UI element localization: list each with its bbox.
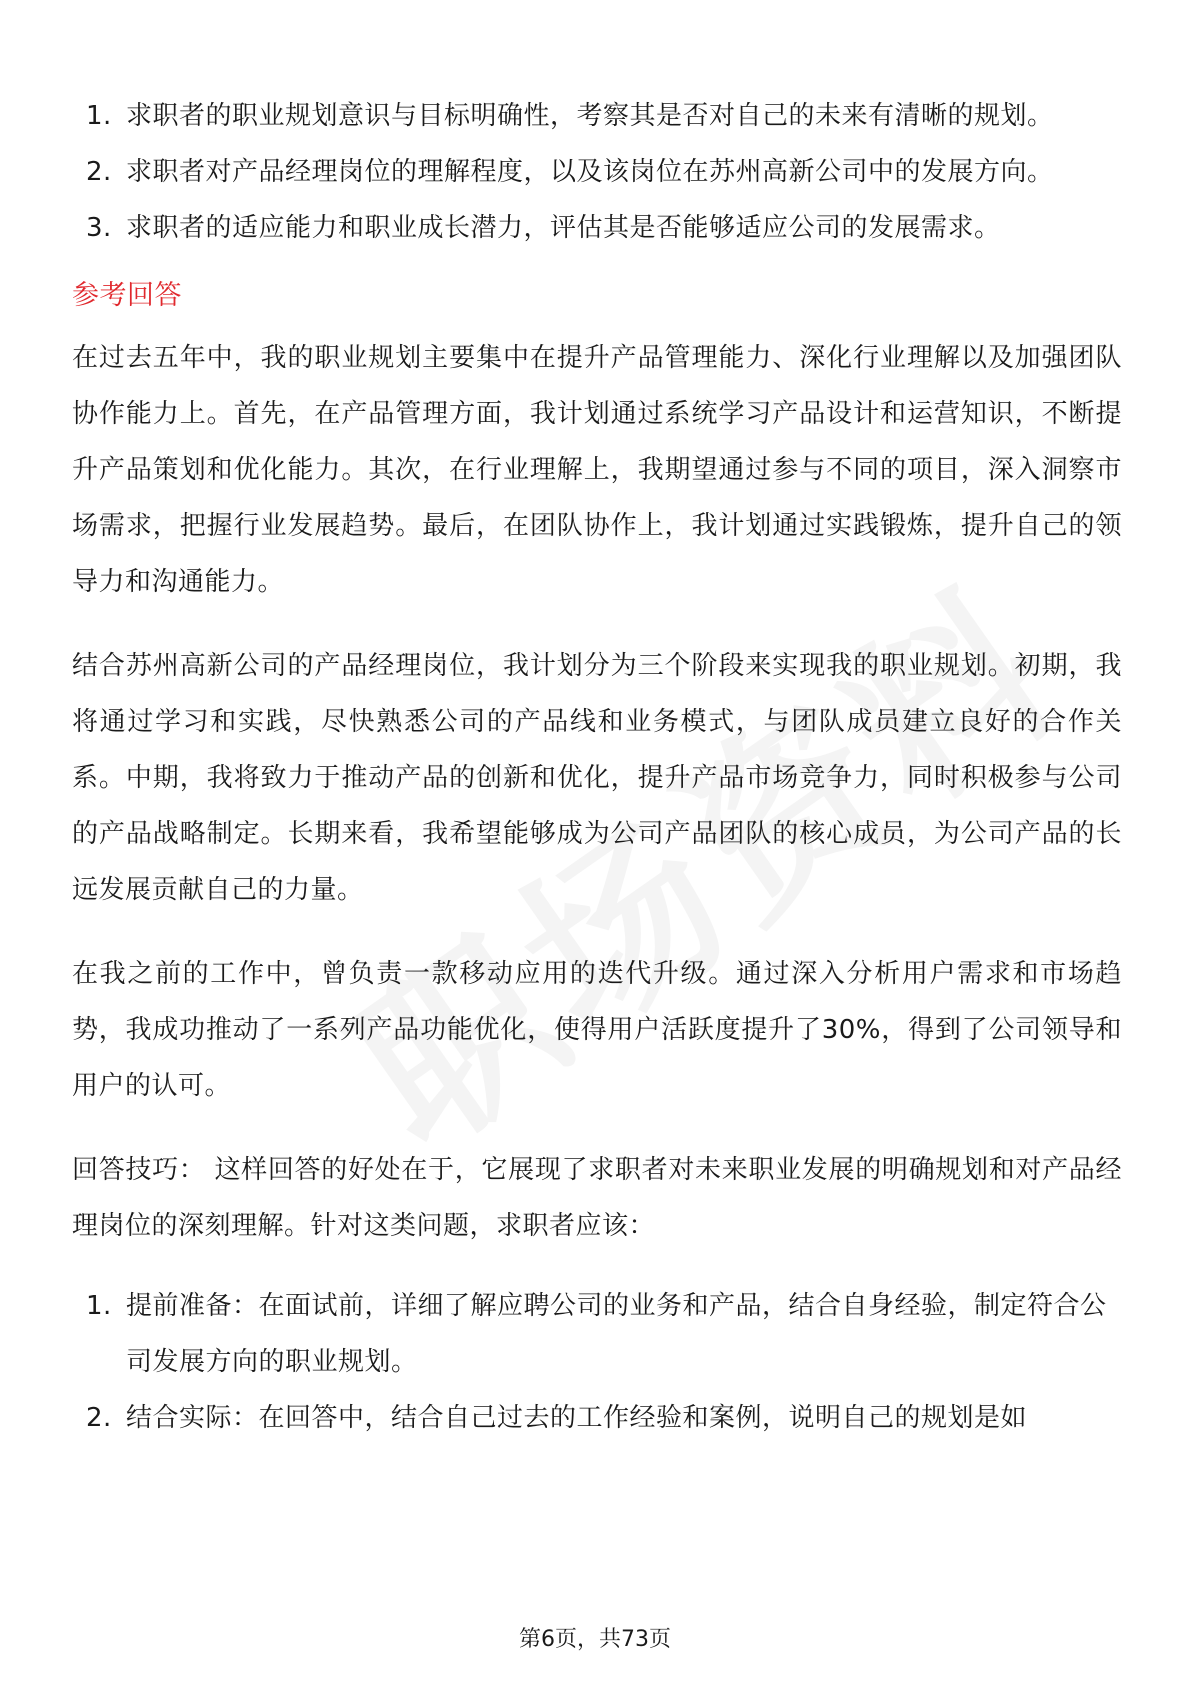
page-footer: 第6页，共73页 — [519, 1627, 671, 1652]
list-item-text: 结合实际：在回答中，结合自己过去的工作经验和案例，说明自己的规划是如 — [126, 1403, 1028, 1433]
list-item — [72, 88, 1122, 144]
list-item-text: 求职者对产品经理岗位的理解程度，以及该岗位在苏州高新公司中的发展方向。 — [126, 157, 1054, 187]
list-item-text: 提前准备：在面试前，详细了解应聘公司的业务和产品，结合自身经验，制定符合公司发展方向的职业规划。 — [126, 1291, 1107, 1377]
list-item-number: 2. — [86, 157, 112, 187]
list-item-number: 3. — [86, 213, 112, 243]
evaluation-points-list — [72, 88, 1122, 256]
list-item-text: 求职者的适应能力和职业成长潜力，评估其是否能够适应公司的发展需求。 — [126, 213, 1001, 243]
list-item — [72, 1278, 1122, 1390]
list-item — [72, 1390, 1122, 1446]
tips-list — [72, 1278, 1122, 1446]
answer-paragraph: 结合苏州高新公司的产品经理岗位，我计划分为三个阶段来实现我的职业规划。初期，我将通过学习和实践，尽快熟悉公司的产品线和业务模式，与团队成员建立良好的合作关系。中期，我将致力于推动产品的创新和优化，提升产品市场竞争力，同时积极参与公司的产品战略制定。长期来看，我希望能够成为公司产品团队的核心成员，为公司产品的长远发展贡献自己的力量。 — [72, 651, 1122, 905]
list-item — [72, 200, 1122, 256]
list-item-number: 1. — [86, 1291, 112, 1321]
list-item — [72, 144, 1122, 200]
page-content — [72, 88, 1122, 1446]
list-item-number: 2. — [86, 1403, 112, 1433]
answer-paragraph: 在我之前的工作中，曾负责一款移动应用的迭代升级。通过深入分析用户需求和市场趋势，我成功推动了一系列产品功能优化，使得用户活跃度提升了30%，得到了公司领导和用户的认可。 — [72, 959, 1122, 1101]
section-title: 参考回答 — [72, 280, 182, 311]
answer-paragraph: 在过去五年中，我的职业规划主要集中在提升产品管理能力、深化行业理解以及加强团队协作能力上。首先，在产品管理方面，我计划通过系统学习产品设计和运营知识，不断提升产品策划和优化能力。其次，在行业理解上，我期望通过参与不同的项目，深入洞察市场需求，把握行业发展趋势。最后，在团队协作上，我计划通过实践锻炼，提升自己的领导力和沟通能力。 — [72, 343, 1122, 597]
list-item-number: 1. — [86, 101, 112, 131]
list-item-text: 求职者的职业规划意识与目标明确性，考察其是否对自己的未来有清晰的规划。 — [126, 101, 1054, 131]
tips-paragraph: 回答技巧： 这样回答的好处在于，它展现了求职者对未来职业发展的明确规划和对产品经理岗位的深刻理解。针对这类问题，求职者应该： — [72, 1155, 1122, 1241]
